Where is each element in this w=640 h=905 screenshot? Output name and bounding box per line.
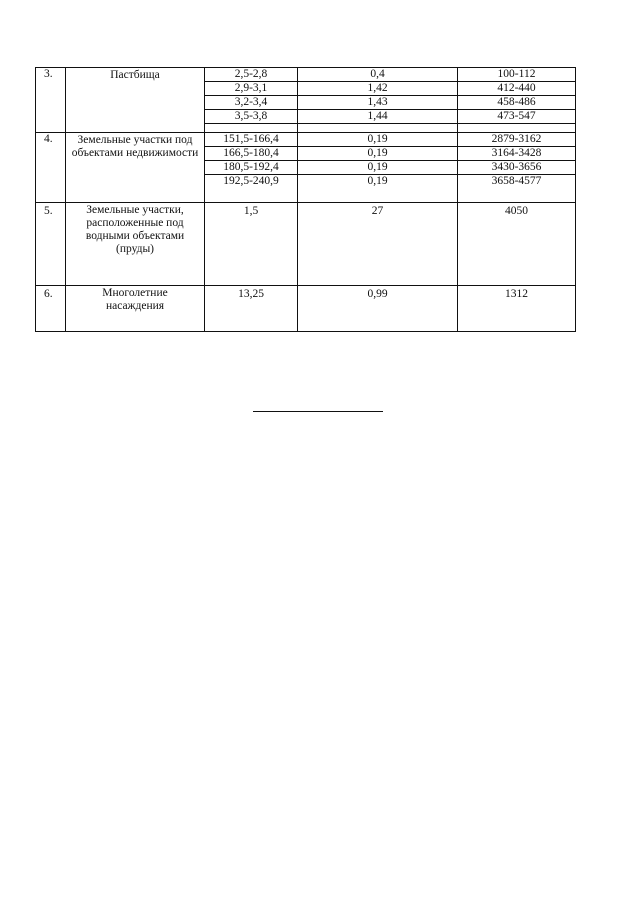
- coefficient-cell: 0,19: [298, 147, 458, 161]
- range-cell: 3,5-3,8: [205, 110, 298, 124]
- empty-cell: [298, 124, 458, 133]
- empty-cell: [458, 188, 576, 203]
- value-cell: 458-486: [458, 96, 576, 110]
- value-cell: 2879-3162: [458, 133, 576, 147]
- coefficient-cell: 0,19: [298, 161, 458, 175]
- range-cell: 3,2-3,4: [205, 96, 298, 110]
- land-category: Многолетние насаждения: [66, 286, 205, 332]
- value-cell: 4050: [458, 203, 576, 286]
- empty-cell: [458, 124, 576, 133]
- table-row: [36, 286, 576, 332]
- range-cell: 2,9-3,1: [205, 82, 298, 96]
- land-category: Пастбища: [66, 68, 205, 133]
- coefficient-cell: 0,19: [298, 133, 458, 147]
- value-cell: 3164-3428: [458, 147, 576, 161]
- row-number: 3.: [36, 68, 66, 133]
- range-cell: 180,5-192,4: [205, 161, 298, 175]
- range-cell: 1,5: [205, 203, 298, 286]
- row-number: 4.: [36, 133, 66, 203]
- row-number: 5.: [36, 203, 66, 286]
- row-number: 6.: [36, 286, 66, 332]
- closing-rule: [253, 411, 383, 412]
- coefficient-cell: 27: [298, 203, 458, 286]
- land-category: Земельные участки, расположенные под водными объектами (пруды): [66, 203, 205, 286]
- coefficient-cell: 0,4: [298, 68, 458, 82]
- empty-cell: [298, 188, 458, 203]
- coefficient-cell: 1,42: [298, 82, 458, 96]
- coefficient-cell: 0,19: [298, 175, 458, 189]
- range-cell: 192,5-240,9: [205, 175, 298, 189]
- table-row: [36, 68, 576, 82]
- table-row: [36, 203, 576, 286]
- value-cell: 412-440: [458, 82, 576, 96]
- value-cell: 1312: [458, 286, 576, 332]
- land-category: Земельные участки под объектами недвижимости: [66, 133, 205, 203]
- range-cell: 166,5-180,4: [205, 147, 298, 161]
- coefficient-cell: 1,44: [298, 110, 458, 124]
- value-cell: 473-547: [458, 110, 576, 124]
- coefficient-cell: 0,99: [298, 286, 458, 332]
- tariff-table: [35, 67, 576, 332]
- range-cell: 151,5-166,4: [205, 133, 298, 147]
- coefficient-cell: 1,43: [298, 96, 458, 110]
- range-cell: 13,25: [205, 286, 298, 332]
- empty-cell: [205, 188, 298, 203]
- table-row: [36, 133, 576, 147]
- value-cell: 3658-4577: [458, 175, 576, 189]
- empty-cell: [205, 124, 298, 133]
- range-cell: 2,5-2,8: [205, 68, 298, 82]
- value-cell: 100-112: [458, 68, 576, 82]
- value-cell: 3430-3656: [458, 161, 576, 175]
